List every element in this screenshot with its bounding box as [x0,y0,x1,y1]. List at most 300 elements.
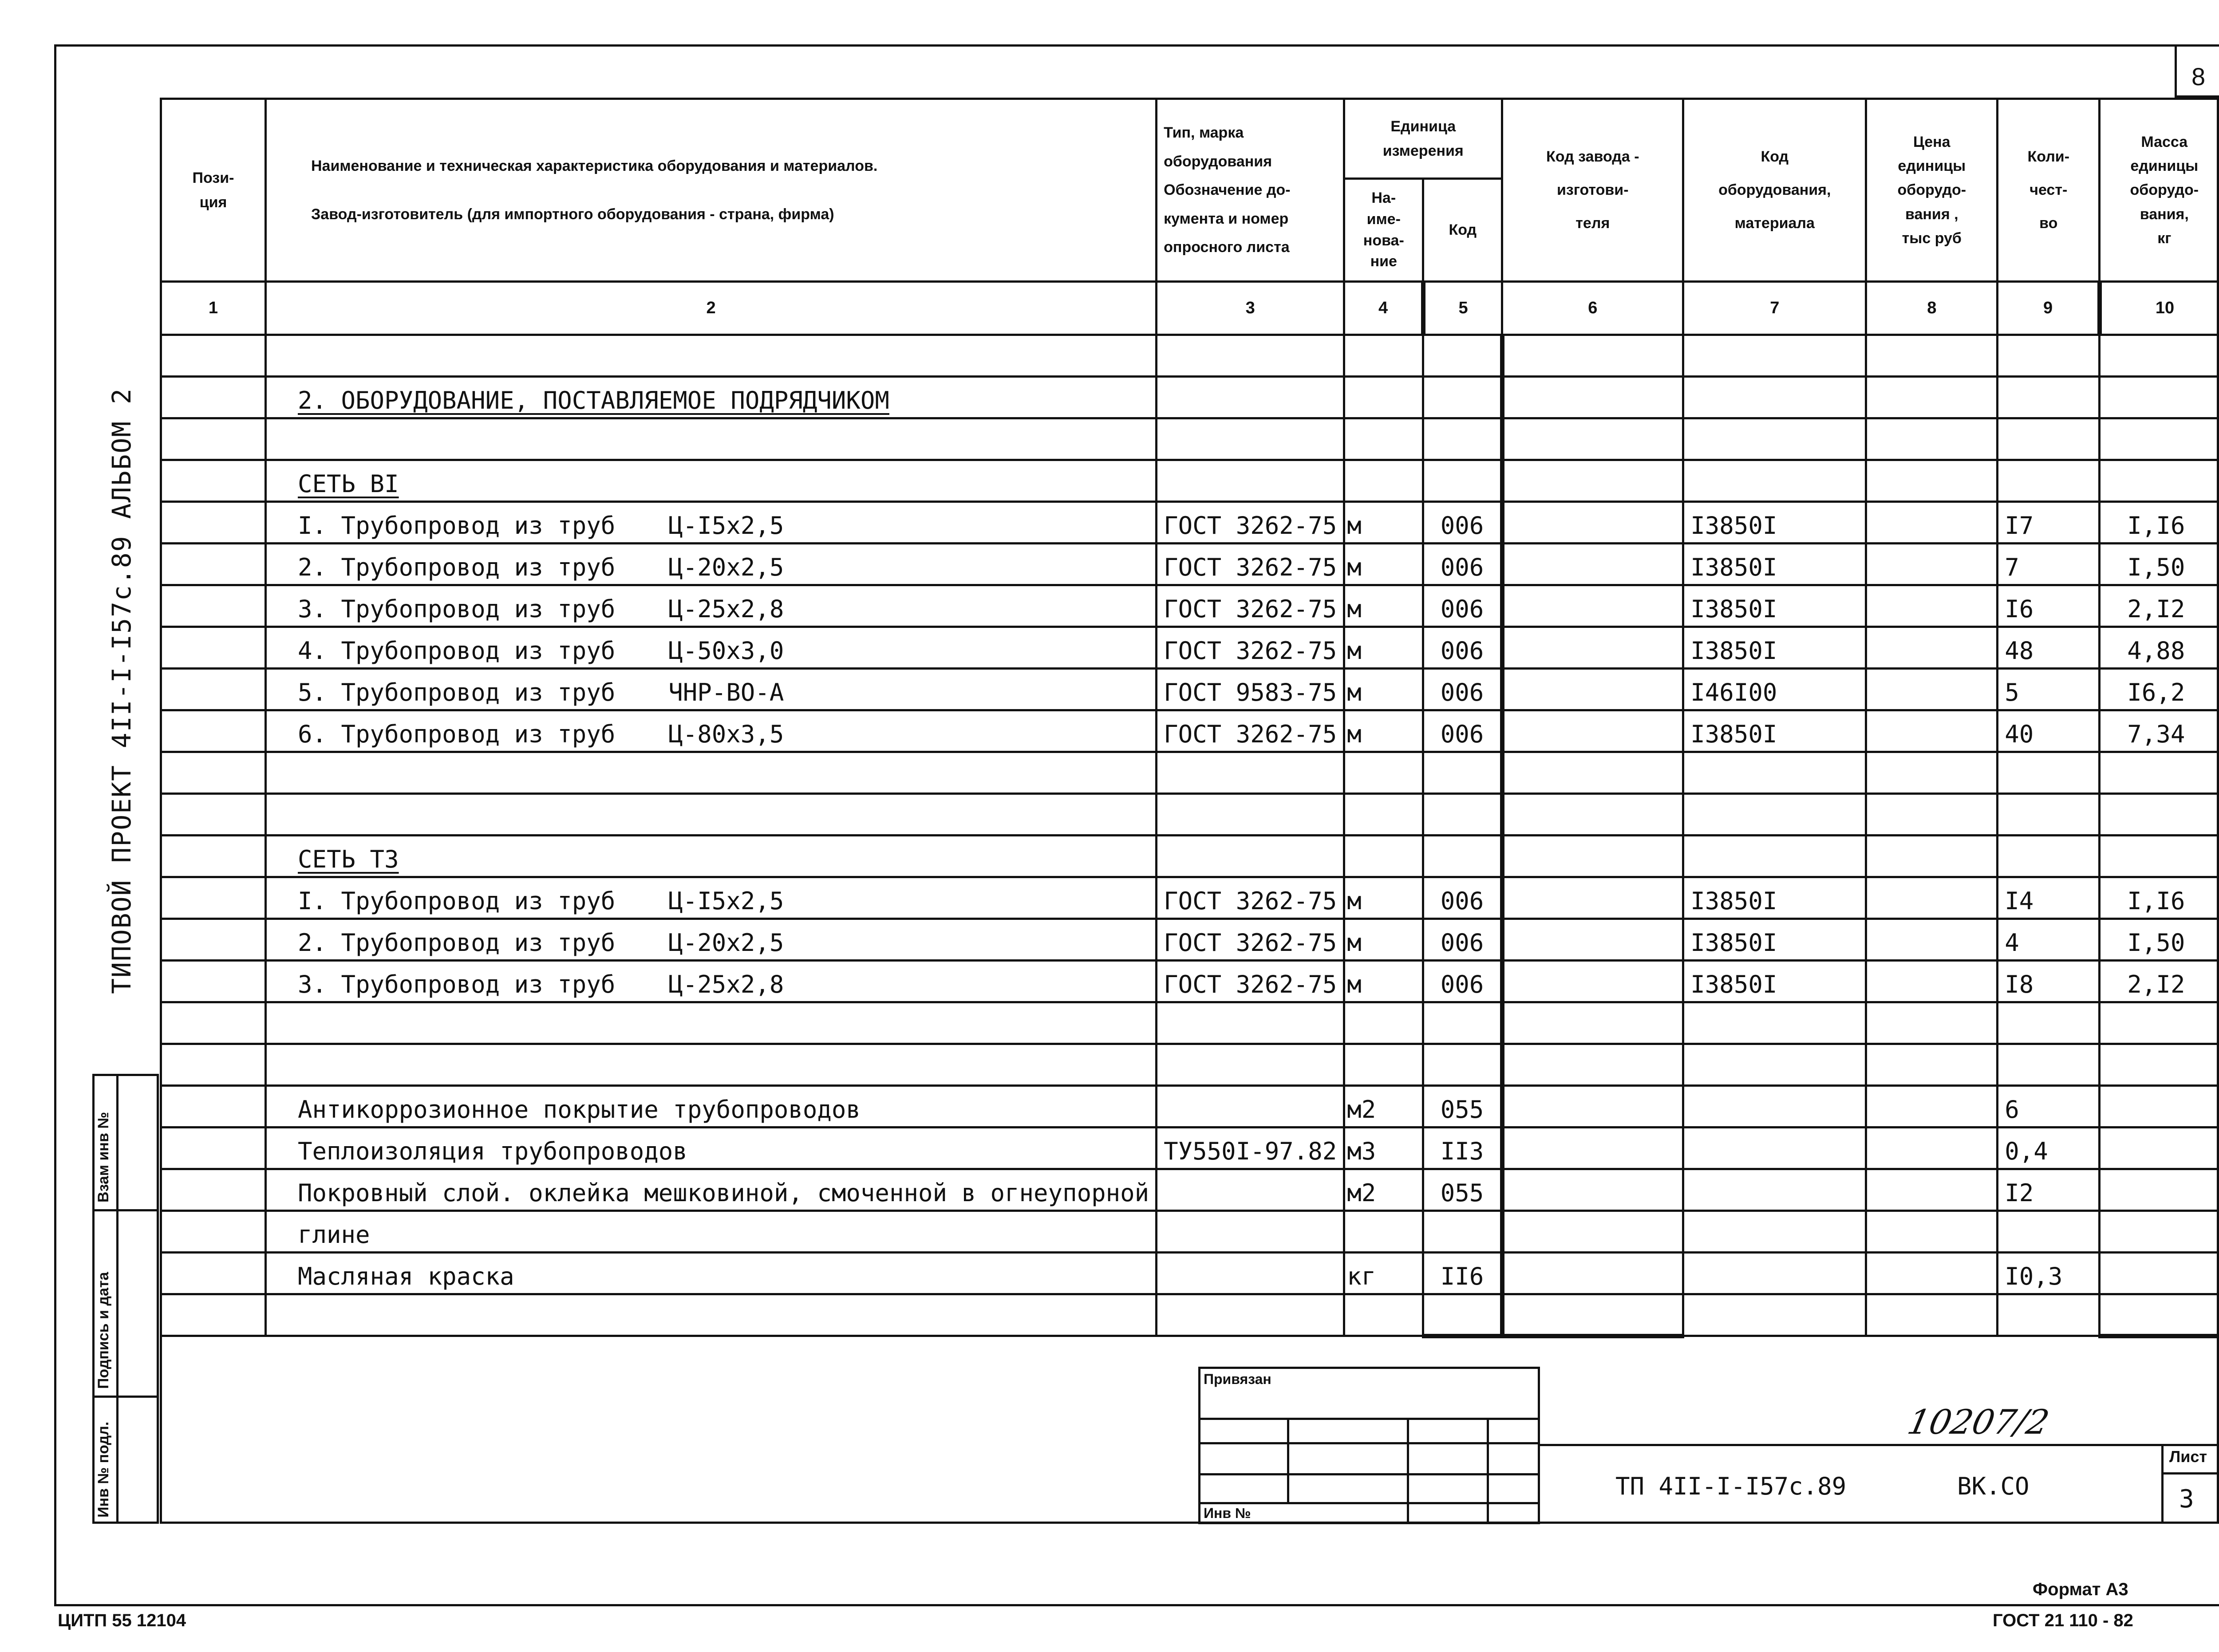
cell-mass: 4,88 [2100,627,2219,669]
cell-doc [1157,1169,1344,1211]
table-row [161,1211,2219,1253]
item-name [266,1002,1157,1044]
cell-empty [1502,460,1683,502]
cell-qty: I2 [1998,1169,2100,1211]
item-name-text: 3. Трубопровод из труб [298,970,616,998]
cell-empty [161,1294,266,1336]
item-name [266,836,1157,877]
cell-equip-code: I3850I [1683,502,1866,544]
cell-empty [161,1128,266,1169]
cell-empty [1502,335,1683,377]
item-name [266,669,1157,710]
cell-qty: 48 [1998,627,2100,669]
cell-empty [1866,1086,1998,1128]
cell-code [1423,460,1502,502]
table-row [161,502,2219,544]
cell-empty [161,1169,266,1211]
cell-empty [1866,710,1998,752]
item-name-text: Покровный слой. оклейка мешковиной, смоченной в огнеупорной [298,1179,1149,1207]
cell-empty [1866,919,1998,961]
cell-empty [1866,1128,1998,1169]
cell-doc: ГОСТ 3262-75 [1157,502,1344,544]
cell-unit [1344,836,1423,877]
item-name-text: 3. Трубопровод из труб [298,595,616,623]
specification-table [160,98,2219,1338]
cell-empty [1502,919,1683,961]
item-name [266,335,1157,377]
table-row [161,1294,2219,1336]
cell-empty [1502,544,1683,585]
cell-mass [2100,1128,2219,1169]
cell-code: 006 [1423,919,1502,961]
item-spec: Ц-I5х2,5 [668,887,784,915]
cell-empty [1866,585,1998,627]
cell-qty [1998,752,2100,794]
item-spec: Ц-20х2,5 [668,929,784,957]
cell-qty: 0,4 [1998,1128,2100,1169]
cell-equip-code [1683,1128,1866,1169]
cell-mass: 7,34 [2100,710,2219,752]
item-name-text: глине [298,1221,370,1249]
cell-code: 006 [1423,544,1502,585]
cell-empty [161,919,266,961]
cell-qty [1998,794,2100,836]
item-name-text: 2. Трубопровод из труб [298,553,616,581]
item-spec: Ц-I5х2,5 [668,512,784,540]
cell-code: 006 [1423,627,1502,669]
sheet-box-divider [2161,1472,2219,1475]
table-row [161,418,2219,460]
cell-unit [1344,1211,1423,1253]
item-name [266,418,1157,460]
cell-equip-code: I3850I [1683,919,1866,961]
cell-empty [1866,1253,1998,1294]
section-heading: СЕТЬ ТЗ [298,845,399,873]
cell-empty [161,335,266,377]
stamp-vzam-inv: Взам инв № [95,1112,112,1203]
cell-doc [1157,1002,1344,1044]
item-name [266,1169,1157,1211]
cell-empty [161,544,266,585]
cell-unit: м2 [1344,1086,1423,1128]
cell-qty [1998,460,2100,502]
cell-equip-code: I3850I [1683,627,1866,669]
cell-equip-code [1683,1294,1866,1336]
cell-unit: м [1344,877,1423,919]
cell-empty [1502,1086,1683,1128]
cell-empty [161,1002,266,1044]
cell-mass [2100,460,2219,502]
cell-equip-code [1683,1002,1866,1044]
cell-unit: м3 [1344,1128,1423,1169]
cell-empty [1866,794,1998,836]
cell-doc [1157,1211,1344,1253]
cell-mass: 2,I2 [2100,585,2219,627]
header-unit-code: Код [1423,179,1502,282]
cell-mass [2100,1294,2219,1336]
header-price: Цена единицы оборудо- вания , тыс руб [1866,99,1998,282]
cell-code: 006 [1423,710,1502,752]
cell-empty [161,460,266,502]
item-spec: Ц-25х2,8 [668,970,784,998]
cell-empty [1502,1294,1683,1336]
item-name-text: 6. Трубопровод из труб [298,720,616,748]
cell-qty [1998,335,2100,377]
item-name [266,877,1157,919]
table-row [161,1253,2219,1294]
cell-empty [1502,1253,1683,1294]
cell-empty [1502,585,1683,627]
cell-qty: 7 [1998,544,2100,585]
column-number-3: 3 [1157,282,1344,335]
cell-mass [2100,1086,2219,1128]
cell-empty [161,585,266,627]
table-row [161,1002,2219,1044]
header-type: Тип, марка оборудования Обозначение до- кумента и номер опросного листа [1157,99,1344,282]
cell-mass [2100,335,2219,377]
item-spec: ЧНР-ВО-А [668,678,784,706]
column-number-5: 5 [1423,282,1502,335]
cell-code: 055 [1423,1169,1502,1211]
cell-empty [1866,377,1998,418]
cell-code: 006 [1423,669,1502,710]
cell-empty [161,961,266,1002]
item-name-text: Масляная краска [298,1262,514,1290]
column-number-9: 9 [1998,282,2100,335]
cell-unit: м [1344,502,1423,544]
table-row [161,627,2219,669]
cell-unit [1344,335,1423,377]
cell-empty [1502,502,1683,544]
cell-doc: ГОСТ 3262-75 [1157,961,1344,1002]
cell-code: 006 [1423,502,1502,544]
cell-empty [1502,1044,1683,1086]
cell-doc: ГОСТ 3262-75 [1157,919,1344,961]
item-name [266,1253,1157,1294]
cell-unit [1344,752,1423,794]
cell-unit [1344,377,1423,418]
cell-empty [161,794,266,836]
item-name [266,1086,1157,1128]
cell-equip-code [1683,1044,1866,1086]
cell-code: 055 [1423,1086,1502,1128]
header-quantity: Коли- чест- во [1998,99,2100,282]
cell-doc [1157,836,1344,877]
bound-grid-vline-3 [1487,1418,1489,1524]
cell-code [1423,794,1502,836]
table-row [161,1169,2219,1211]
cell-code: 006 [1423,961,1502,1002]
column-number-1: 1 [161,282,266,335]
header-factory-code: Код завода - изготови- теля [1502,99,1683,282]
cell-equip-code: I3850I [1683,710,1866,752]
cell-equip-code [1683,1211,1866,1253]
item-spec: Ц-80х3,5 [668,720,784,748]
cell-qty [1998,377,2100,418]
cell-empty [1866,627,1998,669]
cell-equip-code: I3850I [1683,544,1866,585]
item-name [266,961,1157,1002]
cell-unit [1344,460,1423,502]
cell-empty [161,418,266,460]
header-unit-group: Единица измерения [1344,99,1502,179]
cell-doc [1157,377,1344,418]
item-name [266,752,1157,794]
cell-qty [1998,1294,2100,1336]
cell-unit [1344,418,1423,460]
header-unit-name: На- име- нова- ние [1344,179,1423,282]
cell-unit: м [1344,669,1423,710]
cell-empty [1502,1128,1683,1169]
cell-unit [1344,1294,1423,1336]
table-row [161,377,2219,418]
title-block-top-line [1540,1444,2219,1446]
cell-equip-code [1683,377,1866,418]
cell-unit: м [1344,627,1423,669]
item-spec: Ц-50х3,0 [668,637,784,665]
cell-qty: 6 [1998,1086,2100,1128]
cell-empty [1866,502,1998,544]
cell-empty [1866,752,1998,794]
cell-qty [1998,1002,2100,1044]
cell-empty [1866,877,1998,919]
cell-qty: 40 [1998,710,2100,752]
item-name [266,544,1157,585]
table-row [161,544,2219,585]
bound-grid-vline-1 [1287,1418,1289,1502]
cell-code [1423,418,1502,460]
item-name-text: Теплоизоляция трубопроводов [298,1137,687,1165]
item-name [266,1128,1157,1169]
cell-equip-code [1683,335,1866,377]
cell-empty [1502,961,1683,1002]
cell-equip-code: I3850I [1683,961,1866,1002]
cell-equip-code [1683,1086,1866,1128]
cell-doc [1157,1044,1344,1086]
cell-code [1423,836,1502,877]
stamp-inv-podl: Инв № подл. [95,1421,112,1518]
cell-empty [1866,1211,1998,1253]
cell-qty [1998,836,2100,877]
cell-mass: I,50 [2100,544,2219,585]
table-row [161,877,2219,919]
cell-qty: I7 [1998,502,2100,544]
cell-empty [161,502,266,544]
bound-grid-vline-2 [1407,1418,1409,1524]
header-position: Пози- ция [161,99,266,282]
footer-left: ЦИТП 55 12104 [58,1611,186,1630]
cell-doc: ГОСТ 3262-75 [1157,544,1344,585]
cell-code: II6 [1423,1253,1502,1294]
cell-empty [161,627,266,669]
item-name [266,1294,1157,1336]
cell-doc: ГОСТ 3262-75 [1157,585,1344,627]
table-row [161,460,2219,502]
cell-unit: м [1344,961,1423,1002]
cell-qty: I0,3 [1998,1253,2100,1294]
item-name [266,377,1157,418]
table-row [161,919,2219,961]
cell-mass: 2,I2 [2100,961,2219,1002]
cell-doc [1157,335,1344,377]
cell-empty [1502,418,1683,460]
bound-label: Привязан [1204,1371,1271,1387]
cell-equip-code: I46I00 [1683,669,1866,710]
item-name [266,460,1157,502]
cell-empty [1866,460,1998,502]
sheet-label: Лист [2169,1447,2207,1466]
cell-empty [1502,836,1683,877]
cell-doc [1157,418,1344,460]
cell-doc: ГОСТ 3262-75 [1157,710,1344,752]
cell-mass [2100,1211,2219,1253]
cell-unit: м [1344,919,1423,961]
header-name: Наименование и техническая характеристика оборудования и материалов. Завод-изготовитель (для импортного оборудования - страна, фирма) [266,99,1157,282]
cell-doc [1157,1253,1344,1294]
item-name-text: Антикоррозионное покрытие трубопроводов [298,1096,861,1124]
cell-unit: кг [1344,1253,1423,1294]
cell-code: 006 [1423,585,1502,627]
item-name [266,502,1157,544]
table-row [161,1128,2219,1169]
item-spec: Ц-25х2,8 [668,595,784,623]
cell-empty [161,836,266,877]
cell-unit: м [1344,710,1423,752]
item-name [266,794,1157,836]
item-name-text: 2. Трубопровод из труб [298,929,616,957]
cell-doc: ГОСТ 3262-75 [1157,877,1344,919]
item-name [266,1044,1157,1086]
table-row [161,961,2219,1002]
inv-label: Инв № [1204,1505,1251,1521]
cell-empty [161,752,266,794]
cell-empty [1866,1044,1998,1086]
cell-mass [2100,1002,2219,1044]
cell-empty [1866,1294,1998,1336]
cell-qty [1998,1211,2100,1253]
cell-mass [2100,794,2219,836]
item-name [266,627,1157,669]
table-row [161,836,2219,877]
item-spec: Ц-20х2,5 [668,553,784,581]
cell-unit: м [1344,585,1423,627]
cell-doc [1157,752,1344,794]
cell-mass [2100,836,2219,877]
item-name [266,1211,1157,1253]
cell-mass [2100,1044,2219,1086]
footer-format: Формат А3 [2033,1580,2128,1599]
cell-equip-code [1683,752,1866,794]
item-name-text: I. Трубопровод из труб [298,512,616,540]
cell-equip-code [1683,836,1866,877]
cell-equip-code: I3850I [1683,877,1866,919]
cell-empty [161,710,266,752]
cell-mass: I,I6 [2100,877,2219,919]
cell-code [1423,1002,1502,1044]
table-row [161,1086,2219,1128]
column-number-8: 8 [1866,282,1998,335]
cell-empty [1866,669,1998,710]
cell-empty [161,1253,266,1294]
cell-empty [161,1086,266,1128]
cell-empty [1866,544,1998,585]
cell-empty [1866,418,1998,460]
item-name [266,585,1157,627]
column-number-6: 6 [1502,282,1683,335]
cell-empty [1866,836,1998,877]
column-number-4: 4 [1344,282,1423,335]
cell-qty [1998,1044,2100,1086]
handwritten-number: 10207/2 [1904,1402,2053,1442]
cell-code: II3 [1423,1128,1502,1169]
column-number-7: 7 [1683,282,1866,335]
cell-qty: I4 [1998,877,2100,919]
cell-code: 006 [1423,877,1502,919]
cell-empty [1502,877,1683,919]
corner-number: 8 [2191,63,2206,91]
table-row [161,585,2219,627]
cell-qty [1998,418,2100,460]
sheet-number: 3 [2179,1485,2194,1514]
cell-unit: м [1344,544,1423,585]
table-row [161,669,2219,710]
cell-mass [2100,418,2219,460]
cell-empty [1502,752,1683,794]
column-number-2: 2 [266,282,1157,335]
cell-empty [1866,1002,1998,1044]
cell-empty [1502,1002,1683,1044]
cell-doc: ТУ550I-97.82 [1157,1128,1344,1169]
table-row [161,752,2219,794]
footer-standard: ГОСТ 21 110 - 82 [1993,1611,2133,1630]
cell-code [1423,1044,1502,1086]
header-mass: Масса единицы оборудо- вания, кг [2100,99,2219,282]
cell-mass [2100,1253,2219,1294]
cell-code [1423,1211,1502,1253]
item-name [266,919,1157,961]
doc-code: ТП 4II-I-I57с.89 [1615,1472,1847,1500]
item-name-text: I. Трубопровод из труб [298,887,616,915]
item-name-text: 4. Трубопровод из труб [298,637,616,665]
cell-empty [1866,1169,1998,1211]
cell-mass: I,I6 [2100,502,2219,544]
cell-equip-code: I3850I [1683,585,1866,627]
table-row [161,335,2219,377]
cell-code [1423,377,1502,418]
cell-qty: I6 [1998,585,2100,627]
cell-mass [2100,1169,2219,1211]
cell-unit: м2 [1344,1169,1423,1211]
cell-doc [1157,1294,1344,1336]
cell-equip-code [1683,460,1866,502]
cell-mass [2100,377,2219,418]
header-equipment-code: Код оборудования, материала [1683,99,1866,282]
section-heading: СЕТЬ ВI [298,470,399,498]
cell-empty [1502,669,1683,710]
item-name [266,710,1157,752]
cell-empty [1502,710,1683,752]
item-name-text: 5. Трубопровод из труб [298,678,616,706]
cell-empty [1502,794,1683,836]
table-row [161,1044,2219,1086]
cell-unit [1344,794,1423,836]
stamp-signature-date: Подпись и дата [95,1272,112,1389]
cell-equip-code [1683,1253,1866,1294]
cell-qty: 4 [1998,919,2100,961]
cell-doc: ГОСТ 9583-75 [1157,669,1344,710]
cell-empty [161,877,266,919]
cell-qty: I8 [1998,961,2100,1002]
